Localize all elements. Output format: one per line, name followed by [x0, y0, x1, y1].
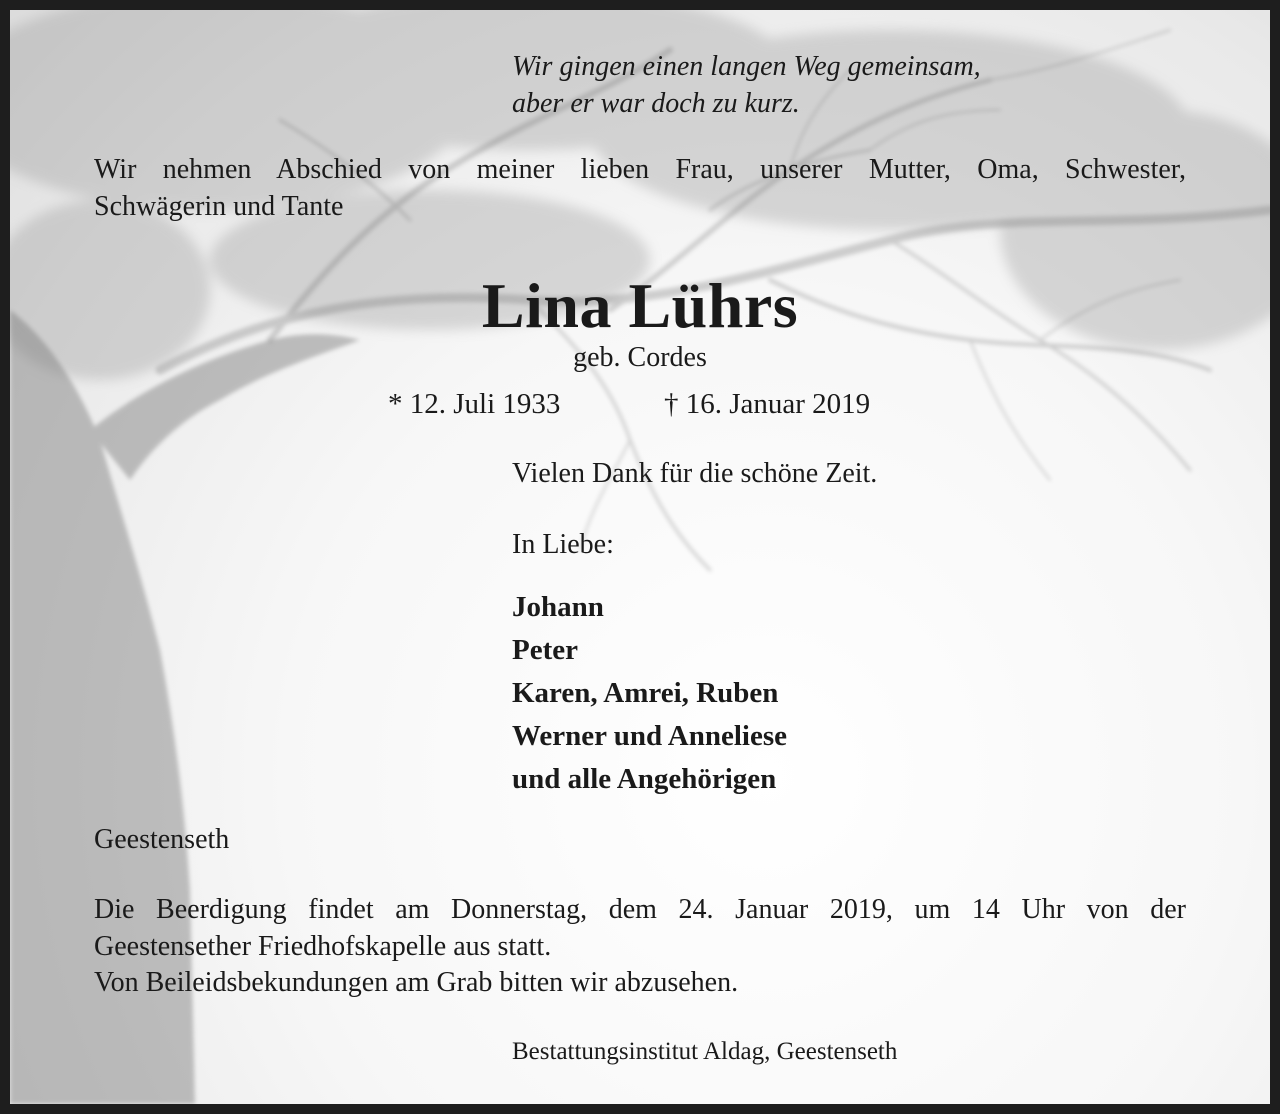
intro-line-1: Wir nehmen Abschied von meiner lieben Frau, unserer Mutter, Oma, Schwester, — [94, 154, 1186, 185]
mourner-name: Peter — [512, 634, 578, 666]
mourner-name: Werner und Anneliese — [512, 720, 787, 752]
place-name: Geestenseth — [94, 824, 230, 855]
birth-date: * 12. Juli 1933 — [388, 388, 561, 420]
mourner-name: und alle Angehörigen — [512, 763, 777, 795]
intro-text — [94, 151, 1186, 225]
undertaker: Bestattungsinstitut Aldag, Geestenseth — [512, 1038, 898, 1065]
death-date: † 16. Januar 2019 — [664, 388, 871, 420]
maiden-name: geb. Cordes — [573, 342, 707, 373]
deceased-name: Lina Lührs — [481, 270, 799, 341]
in-love-label: In Liebe: — [512, 529, 614, 560]
mourner-name: Johann — [512, 591, 604, 623]
mourners-list — [512, 586, 787, 801]
motto — [512, 48, 981, 122]
intro-line-2: Schwägerin und Tante — [94, 191, 344, 222]
funeral-line-3: Von Beileidsbekundungen am Grab bitten wir abzusehen. — [94, 967, 739, 998]
funeral-line-1: Die Beerdigung findet am Donnerstag, dem 24. Januar 2019, um 14 Uhr von der — [94, 894, 1186, 925]
motto-line-2: aber er war doch zu kurz. — [512, 88, 800, 119]
thanks-text: Vielen Dank für die schöne Zeit. — [512, 458, 878, 489]
obituary-notice — [10, 10, 1270, 1104]
motto-line-1: Wir gingen einen langen Weg gemeinsam, — [512, 51, 981, 82]
funeral-info — [94, 892, 1186, 1002]
funeral-line-2: Geestensether Friedhofskapelle aus statt. — [94, 930, 552, 962]
mourner-name: Karen, Amrei, Ruben — [512, 677, 779, 709]
